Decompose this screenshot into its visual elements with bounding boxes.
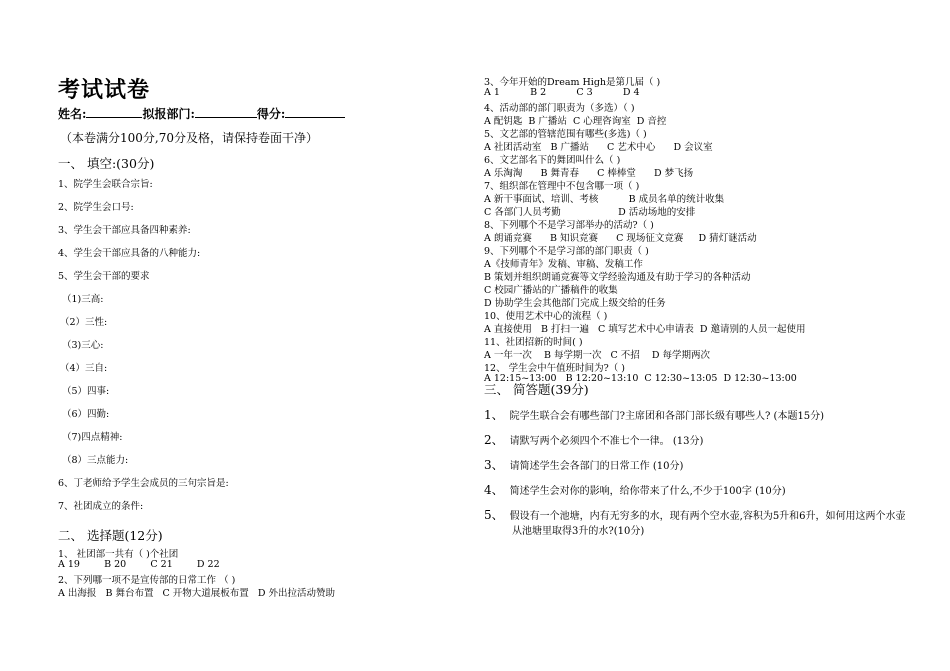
choice-line: A 朗诵竞赛 B 知识竞赛 C 现场征文竞赛 D 猜灯谜活动	[484, 233, 757, 244]
fill-item: 7、社团成立的条件:	[58, 501, 144, 512]
choice-line: A 配钥匙 B 广播站 C 心理咨询室 D 音控	[484, 116, 667, 127]
choice-line: 6、文艺部名下的舞团叫什么（ )	[484, 155, 621, 166]
choice-line: A《技师青年》发稿、审稿、发稿工作	[484, 259, 643, 270]
question-number: 1、	[484, 408, 504, 422]
choice-line: A 直接使用 B 打扫一遍 C 填写艺术中心申请表 D 邀请别的人员一起使用	[484, 324, 806, 335]
score-blank	[285, 106, 345, 118]
question-text: 请默写两个必须四个不准七个一律。 (13分)	[509, 436, 704, 447]
choice-line: A 一年一次 B 每学期一次 C 不招 D 每学期两次	[484, 350, 711, 361]
choice-line: 9、下列哪个不是学习部的部门职责（ )	[484, 246, 649, 257]
choice-line: 11、社团招新的时间( )	[484, 337, 583, 348]
fill-item: （5）四事:	[62, 386, 110, 397]
choice-line: A 新干事面试、培训、考核 B 成员名单的统计收集	[484, 194, 725, 205]
fill-item: 6、丁老师给予学生会成员的三句宗旨是:	[58, 478, 229, 489]
choice-line: C 各部门人员考勤 D 活动场地的安排	[484, 207, 696, 218]
choice-line: 5、文艺部的管辖范围有哪些(多选)（ )	[484, 129, 647, 140]
choice-line: 10、使用艺术中心的流程（ )	[484, 311, 608, 322]
question-text: 假设有一个池塘，内有无穷多的水，现有两个空水壶,容积为5升和6升，如何用这两个水壶	[509, 511, 906, 522]
question-number: 2、	[484, 433, 504, 447]
dept-blank	[195, 106, 257, 118]
choice-line: B 策划并组织朗诵竞赛等文学经验沟通及有助于学习的各种活动	[484, 272, 751, 283]
question-number: 4、	[484, 483, 504, 497]
choice-line: A 1 B 2 C 3 D 4	[484, 87, 640, 98]
dept-label: 拟报部门:	[142, 107, 195, 121]
fill-item: （1)三高:	[62, 294, 104, 305]
choice-line: 2、下列哪一项不是宣传部的日常工作 （ )	[58, 575, 236, 586]
question-number: 5、	[484, 508, 504, 522]
name-blank	[86, 106, 142, 118]
question-text: 院学生联合会有哪些部门?主席团和各部门部长级有哪些人? (本题15分)	[509, 411, 825, 422]
choice-line: A 19 B 20 C 21 D 22	[58, 559, 220, 570]
fill-item: （6）四勤:	[62, 409, 110, 420]
section2-heading: 二、 选择题(12分)	[58, 528, 163, 543]
choice-line: 4、活动部的部门职责为（多选）（ )	[484, 103, 635, 114]
fill-item: （8）三点能力:	[62, 455, 129, 466]
choice-line: C 校园广播站的广播稿件的收集	[484, 285, 618, 296]
choice-line: 3、今年开始的Dream High是第几届（ )	[484, 77, 661, 88]
choice-line: 12、 学生会中午值班时间为?（ )	[484, 363, 625, 374]
fill-item: （2）三性:	[60, 317, 108, 328]
question-number: 3、	[484, 458, 504, 472]
fill-item: 4、学生会干部应具备的八种能力:	[58, 248, 201, 259]
choice-line: D 协助学生会其他部门完成上级交给的任务	[484, 298, 666, 309]
essay-question	[484, 506, 906, 523]
fill-item: （3)三心:	[62, 340, 104, 351]
exam-title: 考试试卷	[58, 77, 151, 103]
fill-item: 5、学生会干部的要求	[58, 271, 150, 282]
fill-item: （7)四点精神:	[62, 432, 123, 443]
choice-line: A 乐淘淘 B 舞青春 C 棒棒堂 D 梦飞扬	[484, 168, 694, 179]
choice-line: 8、下列哪个不是学习部举办的活动?（ )	[484, 220, 654, 231]
section3-heading: 三、 简答题(39分)	[484, 382, 589, 397]
fill-item: 3、学生会干部应具备四种素养:	[58, 225, 191, 236]
essay-question	[484, 431, 703, 448]
essay-question-continuation: 从池塘里取得3升的水?(10分)	[512, 526, 645, 537]
choice-line: 7、组织部在管理中不包含哪一项（ )	[484, 181, 640, 192]
essay-question	[484, 481, 786, 498]
student-info-line	[58, 105, 345, 122]
fill-item: （4）三自:	[60, 363, 108, 374]
fill-item: 1、院学生会联合宗旨:	[58, 179, 153, 190]
essay-question	[484, 406, 824, 423]
section1-heading: 一、 填空:(30分)	[58, 156, 155, 171]
fill-item: 2、院学生会口号:	[58, 202, 134, 213]
choice-line: 1、 社团部一共有（ )个社团	[58, 549, 179, 560]
question-text: 请简述学生会各部门的日常工作 (10分)	[509, 461, 684, 472]
essay-question	[484, 456, 683, 473]
choice-line: A 12:15~13:00 B 12:20~13:10 C 12:30~13:05 D 12:30~13:00	[484, 373, 797, 384]
name-label: 姓名:	[58, 107, 87, 121]
choice-line: A 出海报 B 舞台布置 C 开物大道展板布置 D 外出拉活动赞助	[58, 588, 335, 599]
exam-note: （本卷满分100分,70分及格，请保持卷面干净）	[60, 131, 318, 145]
question-text: 简述学生会对你的影响，给你带来了什么,不少于100字 (10分)	[509, 486, 786, 497]
score-label: 得分:	[256, 107, 286, 121]
choice-line: A 社团活动室 B 广播站 C 艺术中心 D 会议室	[484, 142, 713, 153]
